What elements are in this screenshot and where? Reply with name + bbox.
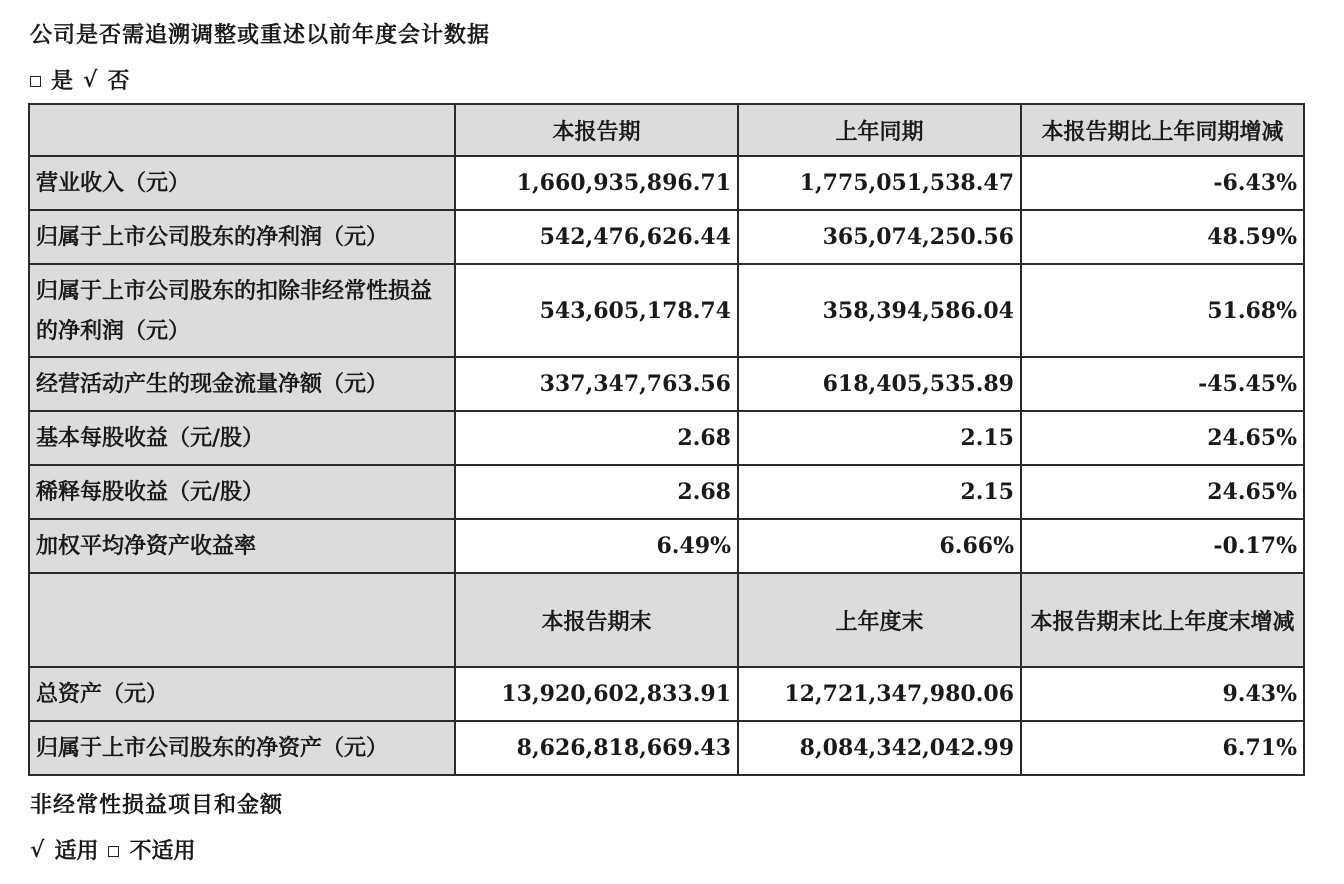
column-header: 本报告期末 <box>455 573 738 667</box>
value-cell: 6.66% <box>738 519 1021 573</box>
value-cell: -0.17% <box>1021 519 1304 573</box>
value-cell: 2.15 <box>738 411 1021 465</box>
row-label: 归属于上市公司股东的净资产（元） <box>29 721 455 775</box>
table-row <box>29 264 1304 357</box>
row-label: 稀释每股收益（元/股） <box>29 465 455 519</box>
value-cell: 51.68% <box>1021 264 1304 357</box>
section-title: 非经常性损益项目和金额 <box>30 792 284 818</box>
row-label: 归属于上市公司股东的扣除非经常性损益的净利润（元） <box>29 264 455 357</box>
table-row <box>29 210 1304 264</box>
table-row <box>29 156 1304 210</box>
value-cell: 358,394,586.04 <box>738 264 1021 357</box>
check-icon: √ <box>30 836 45 863</box>
option-no-label: 否 <box>107 68 130 94</box>
table-header-row <box>29 104 1304 156</box>
table-row <box>29 667 1304 721</box>
option-not-applicable-label: 不适用 <box>129 838 196 864</box>
table-row <box>29 411 1304 465</box>
value-cell: 8,626,818,669.43 <box>455 721 738 775</box>
value-cell: 13,920,602,833.91 <box>455 667 738 721</box>
checkbox-icon[interactable] <box>30 76 41 87</box>
row-label: 营业收入（元） <box>29 156 455 210</box>
row-label: 归属于上市公司股东的净利润（元） <box>29 210 455 264</box>
value-cell: 24.65% <box>1021 411 1304 465</box>
table-row <box>29 465 1304 519</box>
table-row <box>29 519 1304 573</box>
value-cell: 542,476,626.44 <box>455 210 738 264</box>
value-cell: 48.59% <box>1021 210 1304 264</box>
value-cell: 2.68 <box>455 465 738 519</box>
value-cell: 1,775,051,538.47 <box>738 156 1021 210</box>
value-cell: 365,074,250.56 <box>738 210 1021 264</box>
value-cell: 543,605,178.74 <box>455 264 738 357</box>
value-cell: -45.45% <box>1021 357 1304 411</box>
value-cell: 618,405,535.89 <box>738 357 1021 411</box>
column-header: 本报告期比上年同期增减 <box>1021 104 1304 156</box>
value-cell: 9.43% <box>1021 667 1304 721</box>
value-cell: 2.15 <box>738 465 1021 519</box>
column-header: 本报告期 <box>455 104 738 156</box>
value-cell: 6.49% <box>455 519 738 573</box>
row-label: 总资产（元） <box>29 667 455 721</box>
value-cell: 12,721,347,980.06 <box>738 667 1021 721</box>
value-cell: 1,660,935,896.71 <box>455 156 738 210</box>
row-label: 经营活动产生的现金流量净额（元） <box>29 357 455 411</box>
column-header: 上年度末 <box>738 573 1021 667</box>
value-cell: -6.43% <box>1021 156 1304 210</box>
option-yes-label: 是 <box>51 68 74 94</box>
page-heading: 公司是否需追溯调整或重述以前年度会计数据 <box>30 22 491 48</box>
checkbox-icon[interactable] <box>108 846 119 857</box>
header-blank-cell <box>29 573 455 667</box>
row-label: 加权平均净资产收益率 <box>29 519 455 573</box>
financial-data-table <box>28 103 1305 776</box>
table-header-row <box>29 573 1304 667</box>
table-row <box>29 721 1304 775</box>
value-cell: 337,347,763.56 <box>455 357 738 411</box>
value-cell: 6.71% <box>1021 721 1304 775</box>
check-icon: √ <box>83 66 98 93</box>
restatement-options <box>30 64 130 95</box>
value-cell: 2.68 <box>455 411 738 465</box>
column-header: 本报告期末比上年度末增减 <box>1021 573 1304 667</box>
value-cell: 8,084,342,042.99 <box>738 721 1021 775</box>
option-applicable-label: 适用 <box>54 838 99 864</box>
header-blank-cell <box>29 104 455 156</box>
row-label: 基本每股收益（元/股） <box>29 411 455 465</box>
column-header: 上年同期 <box>738 104 1021 156</box>
value-cell: 24.65% <box>1021 465 1304 519</box>
applicability-options <box>30 834 196 865</box>
table-row <box>29 357 1304 411</box>
